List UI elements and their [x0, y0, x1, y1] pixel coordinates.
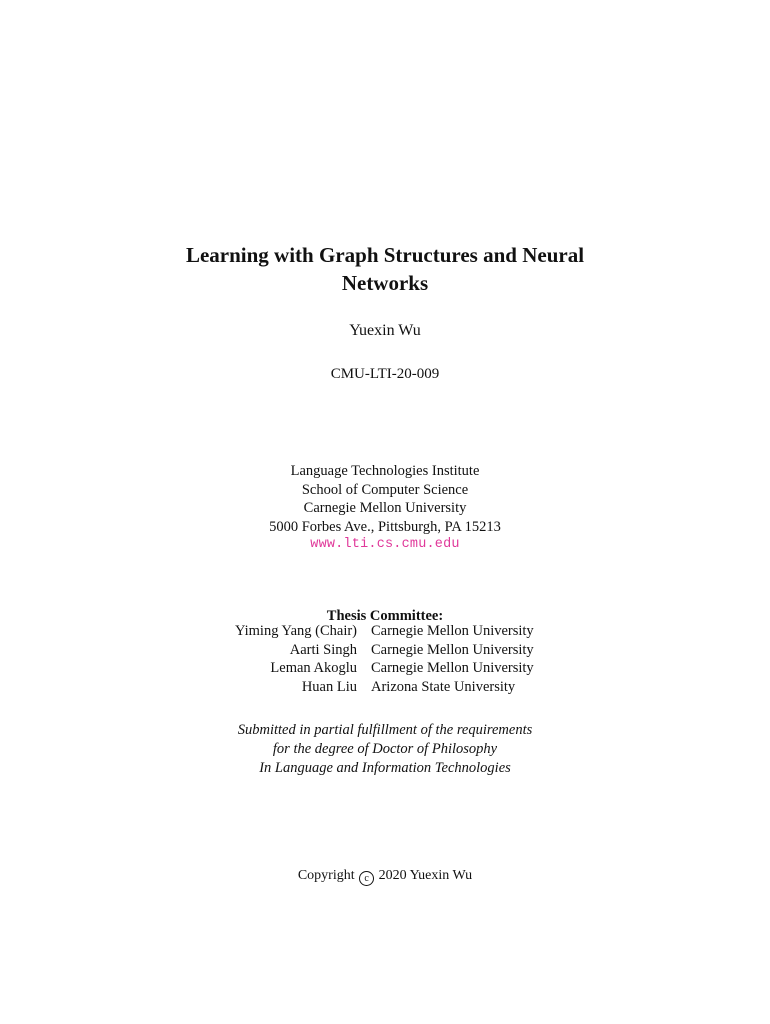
- committee-member-row: [0, 622, 770, 641]
- school-name: School of Computer Science: [301, 481, 469, 498]
- member-name: Yiming Yang (Chair): [234, 623, 357, 639]
- statement-line-1: Submitted in partial fulfillment of the requirements: [237, 722, 533, 738]
- report-number: CMU-LTI-20-009: [330, 366, 440, 382]
- copyright-label: Copyright: [297, 868, 355, 883]
- copyright-symbol-icon: c: [359, 871, 374, 886]
- committee-heading: Thesis Committee:: [326, 608, 444, 624]
- institute-url-link[interactable]: www.lti.cs.cmu.edu: [310, 537, 460, 552]
- member-affiliation: Carnegie Mellon University: [371, 641, 534, 658]
- member-affiliation: Carnegie Mellon University: [371, 660, 534, 677]
- author-name: Yuexin Wu: [349, 322, 421, 339]
- thesis-title-line-2: Networks: [341, 271, 429, 295]
- thesis-title-line-1: Learning with Graph Structures and Neural: [185, 243, 585, 267]
- institution-address: [0, 462, 770, 555]
- member-name: Leman Akoglu: [270, 660, 357, 677]
- copyright-notice: [0, 866, 770, 886]
- copyright-year-holder: 2020 Yuexin Wu: [378, 868, 473, 883]
- institute-name: Language Technologies Institute: [290, 463, 480, 479]
- committee-list: [0, 622, 770, 697]
- street-address: 5000 Forbes Ave., Pittsburgh, PA 15213: [269, 518, 501, 535]
- member-affiliation: Arizona State University: [371, 679, 516, 696]
- member-name: Aarti Singh: [289, 641, 357, 658]
- thesis-title: [0, 241, 770, 297]
- university-name: Carnegie Mellon University: [303, 500, 467, 516]
- statement-line-3: In Language and Information Technologies: [259, 759, 511, 776]
- member-name: Huan Liu: [301, 679, 357, 696]
- statement-line-2: for the degree of Doctor of Philosophy: [272, 740, 498, 757]
- degree-statement: [0, 721, 770, 777]
- committee-member-row: [0, 659, 770, 678]
- member-affiliation: Carnegie Mellon University: [371, 623, 534, 639]
- committee-member-row: [0, 678, 770, 697]
- committee-member-row: [0, 641, 770, 660]
